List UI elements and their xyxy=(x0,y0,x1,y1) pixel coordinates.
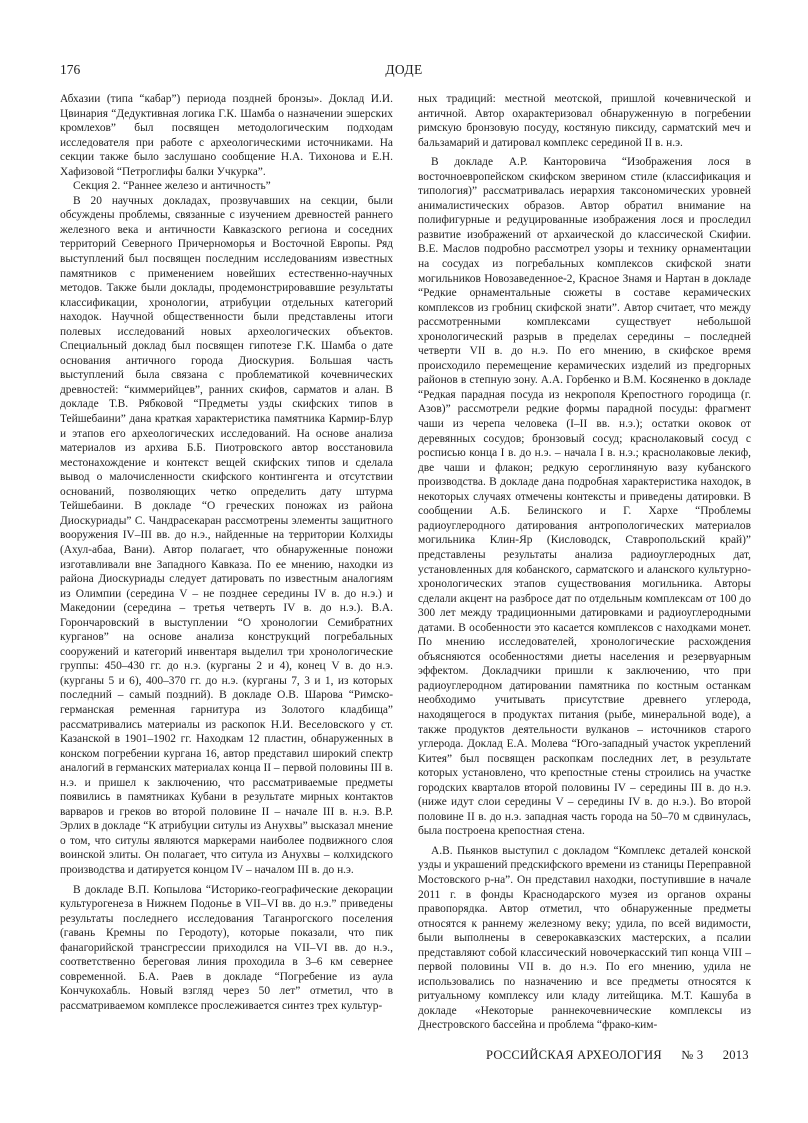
footer-issue: № 3 xyxy=(681,1048,704,1062)
footer-journal: РОССИЙСКАЯ АРХЕОЛОГИЯ xyxy=(486,1048,662,1062)
paragraph: А.В. Пьянков выступил с докладом “Комплекс деталей конской узды и украшений предскифского времени из станицы Переправной Мостовского р-на”. Он представил находки, поступившие в начале 2011 г. в фонды Краснодарского музея из органов охраны правопорядка. Автор отметил, что обнаруженные предметы относятся к раннему железному веку; удила, по всей видимости, были выполнены в северокавказских мастерских, а псалии представляют собой классический новочеркасский тип конца VIII – первой половины VII в. до н.э. По его мнению, удила не использовались по назначению и все предметы относятся к ритуальному комплексу или кладу литейщика. М.Т. Кашуба в докладе «Некоторые раннекочевнические комплексы из Днестровского бассейна и проблема “фрако-ким- xyxy=(418,844,751,1032)
footer xyxy=(486,1048,749,1063)
paragraph: В докладе В.П. Копылова “Историко-географические декорации культурогенеза в Нижнем Подонье в VII–VI вв. до н.э.” приведены результаты последнего исследования Таганрогского поселения (гавань Кремны по Геродоту), которые показали, что пик фанагорийской трансгрессии приходился на VII–VI вв. до н.э., соответственно береговая линия проходила в 3–6 км севернее современной. Б.А. Раев в докладе “Погребение из аула Кончукохабль. Новый взгляд через 50 лет” отметил, что в рассматриваемом комплексе прослеживается синтез трех культур- xyxy=(60,883,393,1012)
paragraph: ных традиций: местной меотской, пришлой кочевнической и античной. Автор охарактеризовал обнаруженную в погребении римскую бронзовую посуду, костяную пиксиду, сарматский меч и бальзамарий и датировал комплекс серединой II в. н.э. xyxy=(418,93,751,149)
paragraph: В 20 научных докладах, прозвучавших на секции, были обсуждены проблемы, связанные с изучением древностей раннего железного века и античности Кавказского региона и соседних территорий Северного Причерноморья и Восточной Европы. Ряд выступлений был посвящен последним исследованиям известных памятников с применением новейших естественно-научных методов. Также были доклады, продемонстрировавшие результаты классификации, хронологии, атрибуции отдельных категорий находок. Научной общественности были представлены итоги полевых исследований новых археологических объектов. Специальный доклад был посвящен гипотезе Г.К. Шамба о дате основания античного города Диоскурия. Большая часть выступлений была связана с проблематикой кочевнических древностей: “киммерийцев”, ранних скифов, сарматов и алан. В докладе Т.В. Рябковой “Предметы узды скифских типов в Тейшебаини” дана краткая характеристика памятника Кармир-Блур и этапов его археологических исследований. На основе анализа материалов из архива Б.Б. Пиотровского автор восстановила местонахождение и контекст вещей скифских типов и сделала вывод о малочисленности скифского контингента и отсутствии оснований, позволяющих четко определить дату штурма Тейшебаини. В докладе “О греческих поножах из района Диоскуриады” С. Чандрасекаран рассмотрены элементы защитного вооружения IV–III вв. до н.э., найденные на территории Колхиды (Ахул-абаа, Вани). Автор полагает, что обнаруженные поножи изготавливали вне Западного Кавказа. По ее мнению, находки из района Диоскуриады следует датировать по известным аналогиям из Олимпии (середина V – не позднее середины IV в. до н.э.) и Македонии (середина – третья четверть IV в. до н.э.). В.А. Горончаровский в выступлении “О хронологии Семибратних курганов” на основе анализа конструкций погребальных сооружений и категорий инвентаря выделил три хронологические группы: 450–430 гг. до н.э. (курганы 2 и 4), конец V в. до н.э. (курганы 5 и 6), 400–370 гг. до н.э. (курганы 7, 3 и 1, из которых последний – самый поздний). В докладе О.В. Шарова “Римско-германская ременная гарнитура из Золотого кладбища” рассматривались материалы из раскопок Н.И. Веселовского у ст. Казанской в 1901–1902 гг. Находкам 12 пластин, обнаруженных в конском погребении кургана 16, автор представил широкий спектр аналогий в германских материалах конца II – первой половины III в. н.э. и пришел к заключению, что рассматриваемые предметы появились в памятниках Кубани в результате мирных контактов варваров и греков во второй половине II – начале III в. н.э. В.Р. Эрлих в докладе “К атрибуции ситулы из Анухвы” высказал мнение о том, что ситулы являются маркерами наиболее подвижного слоя воинской элиты. Он полагает, что ситула из Анухвы – колхидского производства и датируется концом IV – началом III в. до н.э. xyxy=(60,194,393,876)
paragraph: Абхазии (типа “кабар”) периода поздней бронзы». Доклад И.И. Цвинария “Дедуктивная логика Г.К. Шамба о назначении эшерских кромлехов” был посвящен методологическим подходам исследователя при работе с археологическими источниками. На секции также было заслушано сообщение Н.А. Тихонова и Е.Н. Хафизовой “Петроглифы балки Учкурка”. xyxy=(60,93,393,178)
right-column xyxy=(418,92,751,1033)
page-number: 176 xyxy=(60,62,81,77)
paragraph: Секция 2. “Раннее железо и античность” xyxy=(73,180,271,193)
footer-year: 2013 xyxy=(722,1048,749,1062)
running-title: ДОДЕ xyxy=(385,62,423,77)
left-column xyxy=(60,92,393,1013)
paragraph: В докладе А.Р. Канторовича “Изображения лося в восточноевропейском скифском зверином стиле (классификация и типология)” рассматривалась иерархия таксономических уровней анималистических образов. Автор обратил внимание на полифигурные и редуцированные изображения лося и проследил развитие изображений от архаической до классической Скифии. В.Е. Маслов подробно рассмотрел узоры и технику орнаментации на сосудах из погребальных комплексов скифской знати могильников Новозаведенное-2, Красное Знамя и Нартан в докладе “Редкие орнаментальные сюжеты в составе керамических комплексов из гробниц скифской знати”. Автор считает, что между рассмотренными комплексами существует небольшой хронологический разрыв в пределах середины – последней четверти VII в. до н.э. По его мнению, в скифское время происходило перемещение керамических изделий из предгорных районов в степную зону. А.А. Горбенко и В.М. Косяненко в докладе “Редкая парадная посуда из некрополя Крепостного городища (г. Азов)” рассмотрели редкие формы парадной посуды: фрагмент чаши из черепа человека (I–II вв. н.э.); остатки оковок от деревянных сосудов; бронзовый сосуд; краснолаковый сосуд с росписью конца I в. до н.э. – начала I в. н.э.; краснолаковые лекиф, две чаши и флакон; редкую сероглиняную вазу кубанского производства. В докладе дана подробная характеристика находок, в некоторых случаях отмечены контексты и приведены датировки. В сообщении А.Б. Белинского и Г. Хархе “Проблемы радиоуглеродного датирования антропологических материалов могильника Клин-Яр (Кисловодск, Ставропольский край)” представлены результаты анализа радиоуглеродных дат, установленных для кобанского, сарматского и аланского культурно-хронологических этапов существования могильника. Авторы сделали акцент на разбросе дат по отдельным комплексам от 100 до 300 лет между традиционными датировками и радиоуглеродными датами. В особенности это касается комплексов с находками монет. По мнению исследователей, хронологические расхождения объясняются особенностями диеты населения и резервуарным эффектом. Докладчики пришли к заключению, что при радиоуглеродном датировании памятника по костным останкам необходимо учитывать присутствие древнего углерода, находящегося в продуктах питания (рыбе, минеральной воде), а также продуктов деятельности вулканов – источников старого углерода. Доклад Е.А. Молева “Юго-западный участок укреплений Китея” был посвящен раскопкам последних лет, в результате которых установлено, что крепостные стены строились на участке городских кварталов второй половины IV – середины III в. до н.э. (ниже идут слои середины V – середины IV в. до н.э.). Во второй половине II в. до н.э. западная часть города на 50–70 м сдвинулась, была построена крепостная стена. xyxy=(418,156,751,838)
